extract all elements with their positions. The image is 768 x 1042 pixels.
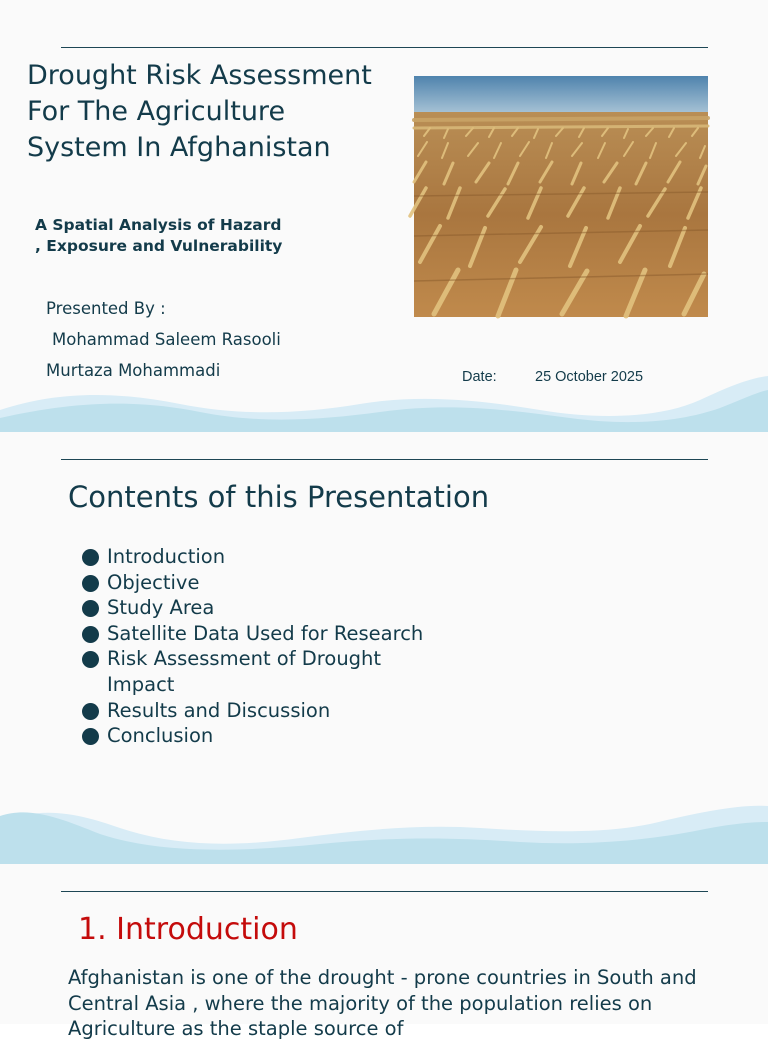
decorative-wave — [0, 370, 768, 432]
date-label: Date: — [462, 369, 497, 385]
list-item: Objective — [80, 570, 480, 596]
top-rule — [61, 459, 708, 460]
list-item: Risk Assessment of Drought Impact — [80, 646, 442, 697]
drought-field-photo — [414, 76, 708, 317]
presented-by-label: Presented By : — [46, 299, 166, 318]
contents-list — [80, 544, 480, 749]
date-value: 25 October 2025 — [535, 369, 644, 385]
list-item: Study Area — [80, 595, 480, 621]
presentation-subtitle: A Spatial Analysis of Hazard , Exposure and Vulnerability — [35, 216, 283, 255]
bullet-icon — [82, 600, 99, 617]
list-item: Satellite Data Used for Research — [80, 621, 480, 647]
title-slide — [0, 0, 768, 432]
introduction-text: Afghanistan is one of the drought - prone countries in South and Central Asia , where the majority of the population relies on Agriculture as the staple source of — [68, 966, 697, 1041]
list-item: Results and Discussion — [80, 698, 480, 724]
bullet-icon — [82, 703, 99, 720]
list-item: Introduction — [80, 544, 480, 570]
list-item: Conclusion — [80, 723, 480, 749]
bullet-icon — [82, 728, 99, 745]
bullet-icon — [82, 575, 99, 592]
bullet-icon — [82, 549, 99, 566]
introduction-title: 1. Introduction — [78, 912, 298, 947]
contents-title: Contents of this Presentation — [68, 480, 490, 514]
top-rule — [61, 891, 708, 892]
introduction-slide — [0, 864, 768, 1041]
author-name: Murtaza Mohammadi — [46, 361, 221, 380]
decorative-wave — [0, 794, 768, 864]
contents-slide — [0, 432, 768, 864]
top-rule — [61, 47, 708, 48]
bullet-icon — [82, 651, 99, 668]
bullet-icon — [82, 626, 99, 643]
presentation-title: Drought Risk Assessment For The Agriculture System In Afghanistan — [27, 60, 372, 163]
author-name: Mohammad Saleem Rasooli — [52, 330, 281, 349]
